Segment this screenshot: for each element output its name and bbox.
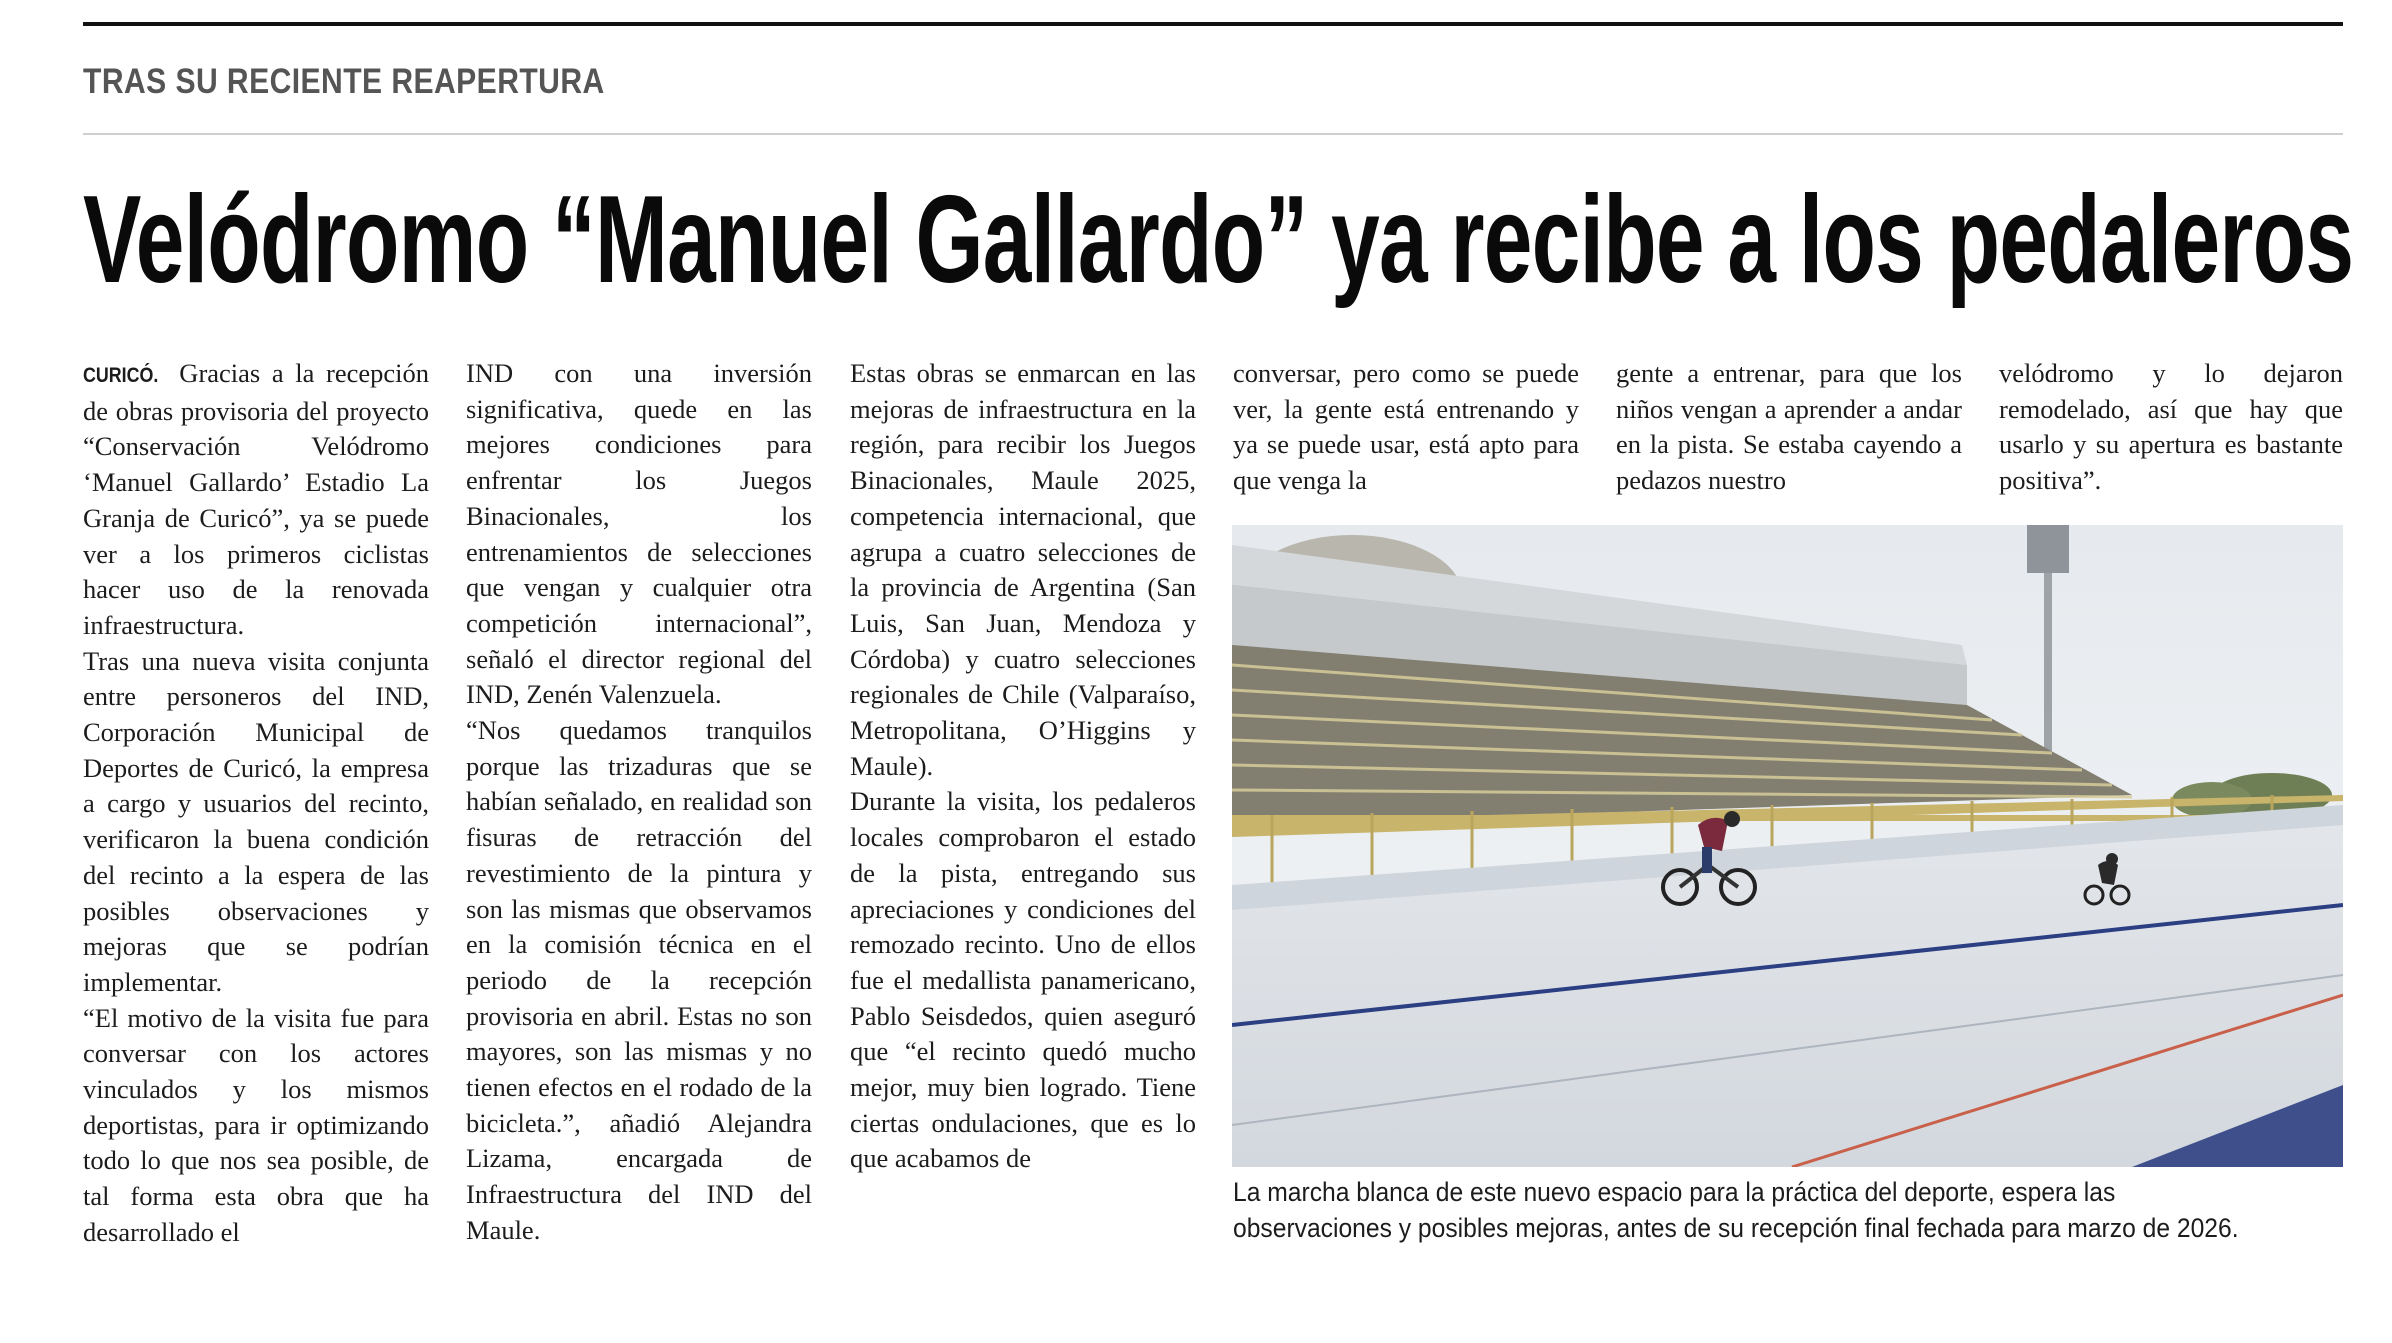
kicker: TRAS SU RECIENTE REAPERTURA (83, 62, 605, 101)
paragraph: velódromo y lo dejaron remodelado, así que hay que usarlo y su apertura es bastante positiva”. (1999, 358, 2343, 496)
headline: Velódromo “Manuel Gallardo” ya recibe a los pedaleros (83, 171, 2354, 309)
article-column-1 (83, 356, 429, 1251)
article-column-2 (466, 356, 812, 1249)
kicker-rule (83, 133, 2343, 135)
photo-caption (1233, 1175, 2343, 1246)
paragraph-text: Gracias a la recepción de obras provisoria del proyecto “Conservación Velódromo ‘Manuel Gallardo’ Estadio La Granja de Curicó”, ya se puede ver a los primeros ciclistas hacer uso de la renovada infraestructura. (83, 358, 429, 640)
paragraph: “El motivo de la visita fue para conversar con los actores vinculados y los mismos deportistas, para ir optimizando todo lo que nos sea posible, de tal forma esta obra que ha desarrollado el (83, 1002, 429, 1247)
paragraph: Estas obras se enmarcan en las mejoras de infraestructura en la región, para recibir los Juegos Binacionales, Maule 2025, competencia internacional, que agrupa a cuatro selecciones de la provincia de Argentina (San Luis, San Juan, Mendoza y Córdoba) y cuatro selecciones regionales de Chile (Valparaíso, Metropolitana, O’Higgins y Maule). (850, 358, 1196, 781)
paragraph: Tras una nueva visita conjunta entre personeros del IND, Corporación Municipal de Deportes de Curicó, la empresa a cargo y usuarios del recinto, verificaron la buena condición del recinto a la espera de las posibles observaciones y mejoras que se podrían implementar. (83, 645, 429, 997)
velodrome-photo-illustration (1232, 525, 2343, 1167)
top-rule (83, 22, 2343, 26)
paragraph: IND con una inversión significativa, quede en las mejores condiciones para enfrentar los Juegos Binacionales, los entrenamientos de selecciones que vengan y cualquier otra competición internacional”, señaló el director regional del IND, Zenén Valenzuela. (466, 358, 812, 710)
paragraph: gente a entrenar, para que los niños vengan a aprender a andar en la pista. Se estaba cayendo a pedazos nuestro (1616, 358, 1962, 496)
velodrome-photo (1232, 525, 2343, 1167)
paragraph: conversar, pero como se puede ver, la gente está entrenando y ya se puede usar, está apto para que venga la (1233, 358, 1579, 496)
paragraph (83, 356, 429, 644)
article-column-6 (1999, 356, 2343, 499)
caption-line: La marcha blanca de este nuevo espacio para la práctica del deporte, espera las (1233, 1177, 2116, 1207)
article-column-3 (850, 356, 1196, 1177)
paragraph: Durante la visita, los pedaleros locales comprobaron el estado de la pista, entregando sus apreciaciones y condiciones del remozado recinto. Uno de ellos fue el medallista panamericano, Pablo Seisdedos, quien aseguró que “el recinto quedó mucho mejor, muy bien logrado. Tiene ciertas ondulaciones, que es lo que acabamos de (850, 786, 1196, 1174)
article-column-4 (1233, 356, 1579, 499)
caption-line: observaciones y posibles mejoras, antes de su recepción final fechada para marzo de 2026. (1233, 1212, 2239, 1243)
paragraph: “Nos quedamos tranquilos porque las trizaduras que se habían señalado, en realidad son fisuras de retracción del revestimiento de la pintura y son las mismas que observamos en la comisión técnica en el periodo de la recepción provisoria en abril. Estas no son mayores, son las mismas y no tienen efectos en el rodado de la bicicleta.”, añadió Alejandra Lizama, encargada de Infraestructura del IND del Maule. (466, 715, 812, 1245)
dateline: CURICÓ. (83, 364, 159, 387)
article-column-5 (1616, 356, 1962, 499)
